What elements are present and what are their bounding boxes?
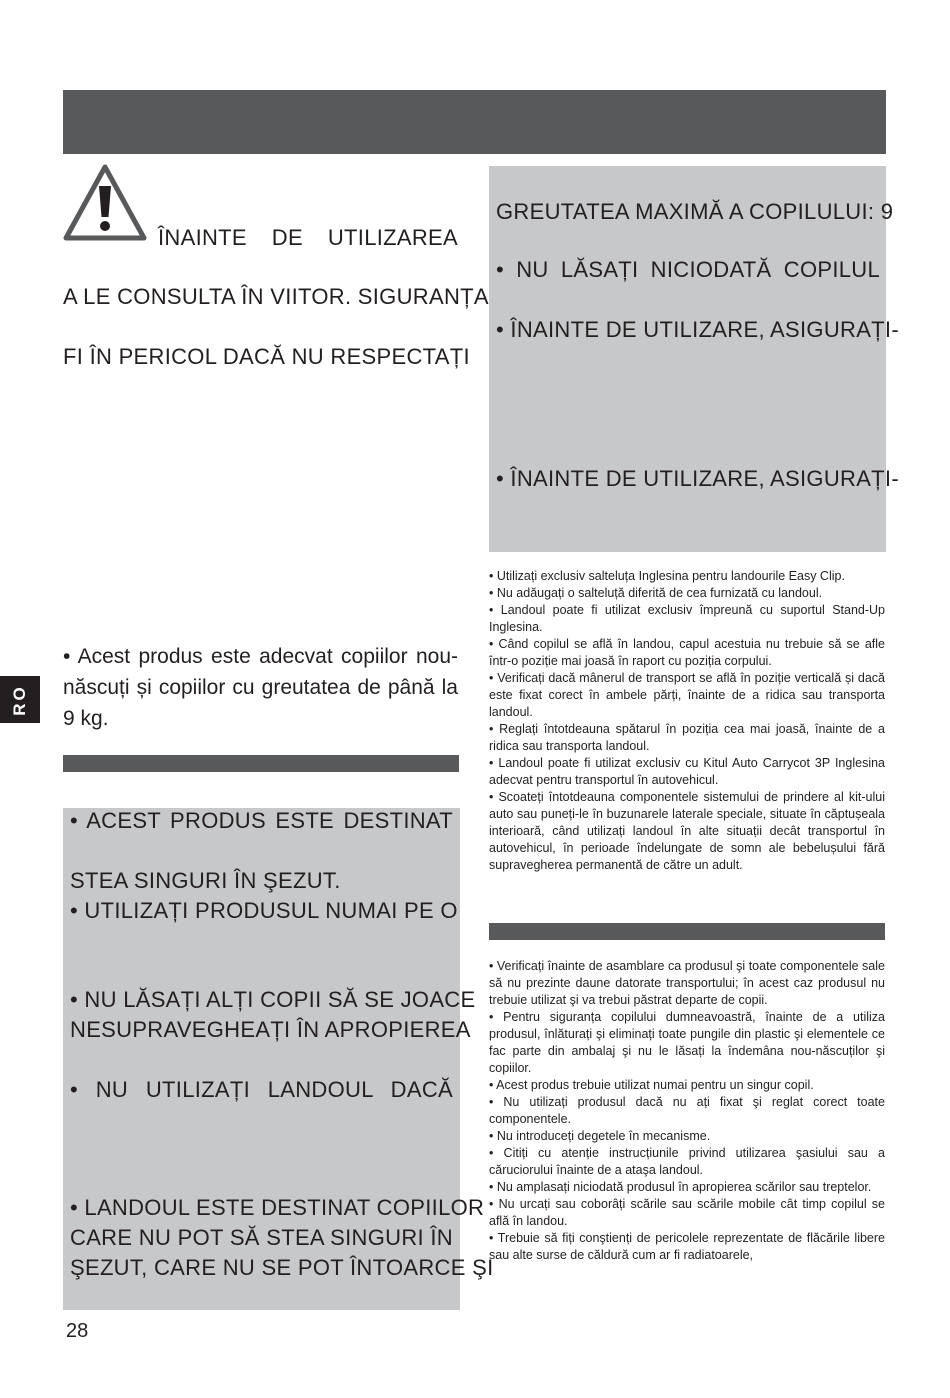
list-item: • Landoul poate fi utilizat exclusiv împreună cu suportul Stand-Up Inglesina. <box>489 603 885 634</box>
list-item: • Trebuie să fiți conştienți de pericolele reprezentate de flăcările libere sau alte surse de căldură cum ar fi radiatoarele, <box>489 1231 885 1262</box>
warning-line-3: FI ÎN PERICOL DACĂ NU RESPECTAȚI <box>63 344 470 369</box>
usage-list <box>489 568 885 874</box>
left-panel-line-5: NESUPRAVEGHEAȚI ÎN APROPIEREA <box>70 1017 471 1042</box>
warning-line-1: ÎNAINTE DE UTILIZAREA <box>158 225 458 250</box>
list-item: • Nu adăugați o salteluță diferită de cea furnizată cu landoul. <box>489 586 823 600</box>
left-panel-line-2: STEA SINGURI ÎN ŞEZUT. <box>70 868 341 893</box>
safety-list <box>489 958 885 1264</box>
list-item: • Utilizați exclusiv salteluța Inglesina pentru landourile Easy Clip. <box>489 569 845 583</box>
list-item: • Citiți cu atenție instrucțiunile privind utilizarea şasiului sau a căruciorului înainte de a ataşa landoul. <box>489 1146 885 1177</box>
right-panel-line-1: GREUTATEA MAXIMĂ A COPILULUI: 9 <box>496 199 894 224</box>
list-item: • Verificați dacă mânerul de transport se află în poziție verticală și dacă este fixat corect în ambele părți, înainte de a ridica sau transporta landoul. <box>489 671 885 719</box>
right-section-bar <box>489 923 885 940</box>
left-panel-line-6: • NU UTILIZAȚI LANDOUL DACĂ <box>70 1077 453 1102</box>
list-item: • Când copilul se află în landou, capul acestuia nu trebuie să se afle într-o poziție mai joasă în raport cu poziția corpului. <box>489 637 885 668</box>
list-item: • Reglați întotdeauna spătarul în poziția cea mai joasă, înainte de a ridica sau transporta landoul. <box>489 722 885 753</box>
list-item: • Scoateți întotdeauna componentele sistemului de prindere al kit-ului auto sau puneți-le în buzunarele laterale speciale, situate în căptușeala interioară, când utilizați landoul în alte situații decât transportul în autovehicul, în perioade îndelungate de somn ale bebelușului fără supravegherea permanentă de către un adult. <box>489 790 885 872</box>
left-panel-line-8: CARE NU POT SĂ STEA SINGURI ÎN <box>70 1225 453 1250</box>
list-item: • Nu introduceți degetele în mecanisme. <box>489 1129 711 1143</box>
list-item: • Pentru siguranța copilului dumneavoastră, înainte de a utiliza produsul, înlăturați şi eliminați toate pungile din plastic şi elementele ce fac parte din ambalaj şi nu le lăsați la îndemâna nou-născuților şi copiilor. <box>489 1010 885 1075</box>
right-panel-line-3: • ÎNAINTE DE UTILIZARE, ASIGURAȚI- <box>496 317 899 342</box>
page-number: 28 <box>66 1320 89 1342</box>
language-tab-label: RO <box>10 683 29 716</box>
list-item: • Acest produs trebuie utilizat numai pentru un singur copil. <box>489 1078 814 1092</box>
product-note: • Acest produs este adecvat copiilor nou-născuți și copiilor cu greutatea de până la 9 kg. <box>63 645 458 730</box>
list-item: • Nu urcați sau coborâți scările sau scările mobile cât timp copilul se află în landou. <box>489 1197 885 1228</box>
left-panel-line-1: • ACEST PRODUS ESTE DESTINAT <box>70 808 453 833</box>
right-panel-line-4: • ÎNAINTE DE UTILIZARE, ASIGURAȚI- <box>496 466 899 491</box>
right-panel-line-2: • NU LĂSAȚI NICIODATĂ COPILUL <box>496 257 880 282</box>
warning-triangle-icon <box>63 164 147 242</box>
list-item: • Nu amplasați niciodată produsul în apropierea scărilor sau treptelor. <box>489 1180 872 1194</box>
left-panel-line-4: • NU LĂSAȚI ALȚI COPII SĂ SE JOACE <box>70 987 476 1012</box>
warning-line-2: A LE CONSULTA ÎN VIITOR. SIGURANȚA <box>63 284 489 309</box>
list-item: • Verificați înainte de asamblare ca produsul şi toate componentele sale să nu prezinte daune datorate transportului; în acest caz produsul nu trebuie utilizat şi va trebui păstrat departe de copii. <box>489 959 885 1007</box>
list-item: • Nu utilizați produsul dacă nu ați fixat şi reglat corect toate componentele. <box>489 1095 885 1126</box>
left-panel-line-7: • LANDOUL ESTE DESTINAT COPIILOR <box>70 1195 485 1220</box>
language-tab <box>0 676 40 723</box>
left-panel-line-3: • UTILIZAȚI PRODUSUL NUMAI PE O <box>70 898 458 923</box>
left-panel-line-9: ŞEZUT, CARE NU SE POT ÎNTOARCE ŞI <box>70 1255 494 1280</box>
header-bar <box>63 90 886 154</box>
left-section-bar <box>63 755 459 772</box>
list-item: • Landoul poate fi utilizat exclusiv cu Kitul Auto Carrycot 3P Inglesina adecvat pentru transportul în autovehicul. <box>489 756 885 787</box>
